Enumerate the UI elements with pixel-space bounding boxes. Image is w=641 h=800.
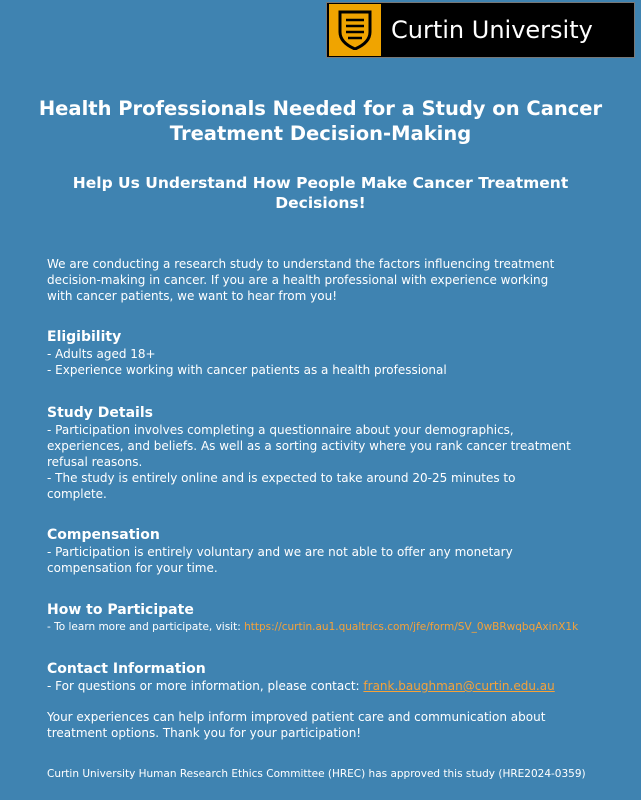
study-details-heading: Study Details — [47, 405, 153, 421]
study-details-line: complete. — [47, 487, 107, 501]
page-subtitle — [50, 173, 591, 213]
compensation-line: compensation for your time. — [47, 561, 218, 575]
how-to-participate-section — [47, 601, 617, 635]
intro-paragraph — [47, 256, 617, 304]
subtitle-line-2: Decisions! — [275, 194, 366, 212]
page-title — [30, 96, 611, 146]
eligibility-section — [47, 328, 617, 378]
study-details-line: experiences, and beliefs. As well as a sorting activity where you rank cancer treatment — [47, 439, 571, 453]
contact-heading: Contact Information — [47, 661, 206, 677]
ethics-footer: Curtin University Human Research Ethics Committee (HREC) has approved this study (HRE2024-0359) — [47, 768, 586, 780]
how-to-participate-heading: How to Participate — [47, 602, 194, 618]
intro-line: with cancer patients, we want to hear from you! — [47, 289, 337, 303]
study-details-section — [47, 404, 617, 502]
study-details-line: - The study is entirely online and is expected to take around 20-25 minutes to — [47, 471, 516, 485]
contact-section — [47, 660, 617, 694]
closing-line: Your experiences can help inform improved patient care and communication about — [47, 710, 546, 724]
closing-line: treatment options. Thank you for your participation! — [47, 726, 362, 740]
subtitle-line-1: Help Us Understand How People Make Cancer Treatment — [72, 174, 569, 192]
eligibility-heading: Eligibility — [47, 329, 122, 345]
title-line-2: Treatment Decision-Making — [169, 122, 472, 145]
curtin-shield-icon — [329, 4, 381, 56]
eligibility-item: - Adults aged 18+ — [47, 347, 156, 361]
contact-line — [47, 678, 617, 694]
contact-email-link[interactable]: frank.baughman@curtin.edu.au — [363, 679, 555, 693]
curtin-logo — [326, 2, 635, 58]
study-details-line: refusal reasons. — [47, 455, 143, 469]
logo-text: Curtin University — [391, 16, 593, 44]
survey-link[interactable]: https://curtin.au1.qualtrics.com/jfe/form/SV_0wBRwqbqAxinX1k — [244, 621, 579, 633]
eligibility-item: - Experience working with cancer patients as a health professional — [47, 363, 447, 377]
compensation-heading: Compensation — [47, 527, 160, 543]
compensation-line: - Participation is entirely voluntary and we are not able to offer any monetary — [47, 545, 513, 559]
contact-prefix: - For questions or more information, please contact: — [47, 679, 364, 693]
intro-line: We are conducting a research study to understand the factors influencing treatment — [47, 257, 555, 271]
title-line-1: Health Professionals Needed for a Study on Cancer — [38, 97, 603, 120]
intro-line: decision-making in cancer. If you are a health professional with experience working — [47, 273, 549, 287]
participate-line — [47, 619, 617, 635]
closing-paragraph — [47, 709, 617, 741]
study-details-line: - Participation involves completing a questionnaire about your demographics, — [47, 423, 514, 437]
compensation-section — [47, 526, 617, 576]
participate-prefix: - To learn more and participate, visit: — [47, 621, 245, 633]
